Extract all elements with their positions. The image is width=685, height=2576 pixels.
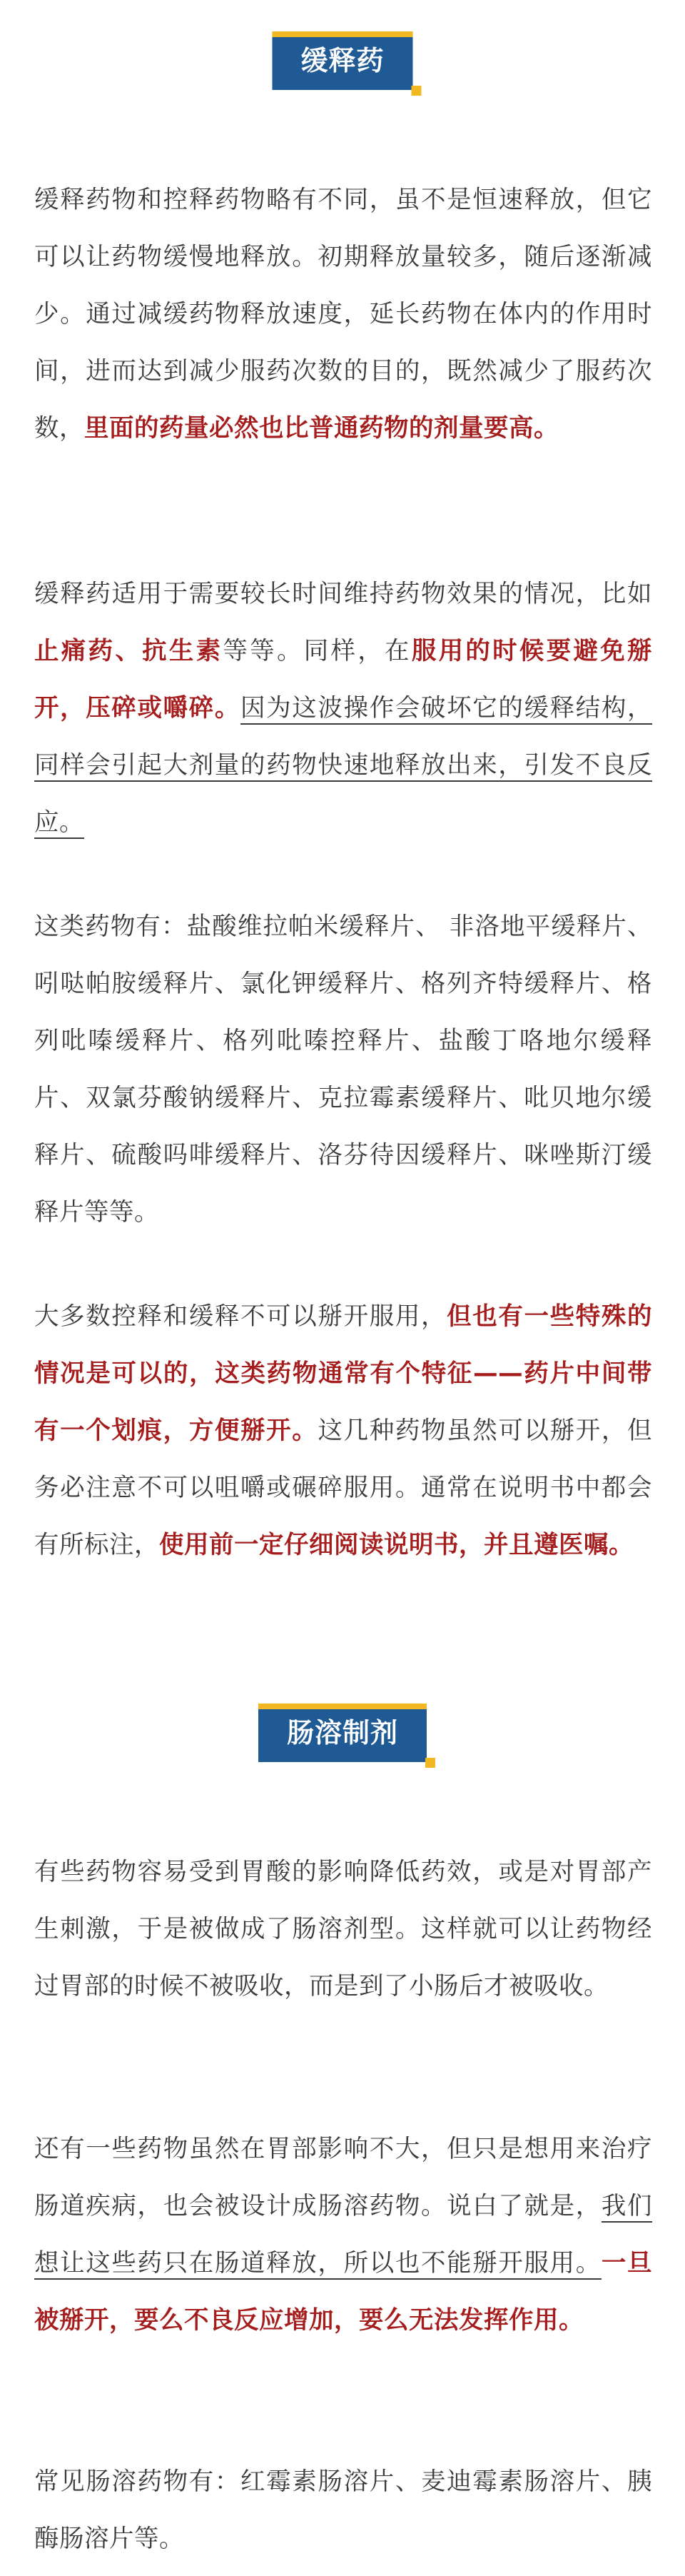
paragraph xyxy=(34,1288,652,1574)
paragraph-text: 这几种药物虽然可以掰开，但务必注意不可以咀嚼或碾碎服用。通常在说明书中都会有所标注， xyxy=(34,1417,653,1559)
section-title xyxy=(258,1704,427,1762)
emphasis-text: 使用前一定仔细阅读说明书，并且遵医嘱。 xyxy=(159,1531,634,1559)
section-badge xyxy=(272,29,412,100)
emphasis-text: 一旦被掰开，要么不良反应增加，要么无法发挥作用。 xyxy=(34,2249,653,2335)
emphasis-text: 里面的药量必然也比普通药物的剂量要高。 xyxy=(84,414,559,443)
section-title-text: 缓释药 xyxy=(300,45,385,76)
paragraph xyxy=(34,565,652,851)
paragraph xyxy=(34,2120,652,2349)
badge-accent-corner xyxy=(425,1758,435,1768)
paragraph-text: 这类药物有：盐酸维拉帕米缓释片、 非洛地平缓释片、吲哒帕胺缓释片、氯化钾缓释片、格列齐特缓释片、格列吡嗪缓释片、格列吡嗪控释片、盐酸丁咯地尔缓释片、双氯芬酸钠缓释片、克拉霉素缓释片、吡贝地尔缓释片、硫酸吗啡缓释片、洛芬待因缓释片、咪唑斯汀缓释片等等。 xyxy=(34,912,652,1227)
paragraph xyxy=(34,2453,652,2567)
paragraph-text: 缓释药适用于需要较长时间维持药物效果的情况，比如 xyxy=(34,580,652,608)
paragraph xyxy=(34,1843,652,2015)
paragraph xyxy=(34,171,652,457)
section-badge xyxy=(258,1701,427,1772)
paragraph-text: 缓释药物和控释药物略有不同，虽不是恒速释放，但它可以让药物缓慢地释放。初期释放量较多，随后逐渐减少。通过减缓药物释放速度，延长药物在体内的作用时间，进而达到减少服药次数的目的，既然减少了服药次数， xyxy=(34,186,652,443)
emphasis-text: 但也有一些特殊的情况是可以的，这类药物通常有个特征——药片中间带有一个划痕，方便掰开。 xyxy=(34,1302,653,1445)
paragraph-text: 常见肠溶药物有：红霉素肠溶片、麦迪霉素肠溶片、胰酶肠溶片等。 xyxy=(34,2467,652,2553)
paragraph-text: 还有一些药物虽然在胃部影响不大，但只是想用来治疗肠道疾病，也会被设计成肠溶药物。说白了就是， xyxy=(34,2135,652,2220)
section-title xyxy=(272,31,412,90)
paragraph-text: 大多数控释和缓释不可以掰开服用， xyxy=(34,1302,447,1331)
emphasis-text: 止痛药、抗生素 xyxy=(34,637,223,665)
underlined-text: 因为这波操作会破坏它的缓释结构，同样会引起大剂量的药物快速地释放出来，引发不良反应。 xyxy=(34,694,653,837)
badge-accent-bar xyxy=(258,1704,427,1709)
paragraph-text: 等等。同样，在 xyxy=(223,637,412,665)
underlined-text: 我们想让这些药只在肠道释放，所以也不能掰开服用。 xyxy=(34,2192,653,2278)
section-header-enteric xyxy=(0,1701,685,1772)
emphasis-text: 服用的时候要避免掰开，压碎或嚼碎。 xyxy=(34,637,653,723)
badge-accent-corner xyxy=(412,86,422,96)
section-title-text: 肠溶制剂 xyxy=(286,1717,399,1749)
section-header-sustained-release xyxy=(0,29,685,100)
paragraph-text: 有些药物容易受到胃酸的影响降低药效，或是对胃部产生刺激，于是被做成了肠溶剂型。这样就可以让药物经过胃部的时候不被吸收，而是到了小肠后才被吸收。 xyxy=(34,1858,652,2001)
paragraph xyxy=(34,898,652,1241)
badge-accent-bar xyxy=(272,31,412,37)
